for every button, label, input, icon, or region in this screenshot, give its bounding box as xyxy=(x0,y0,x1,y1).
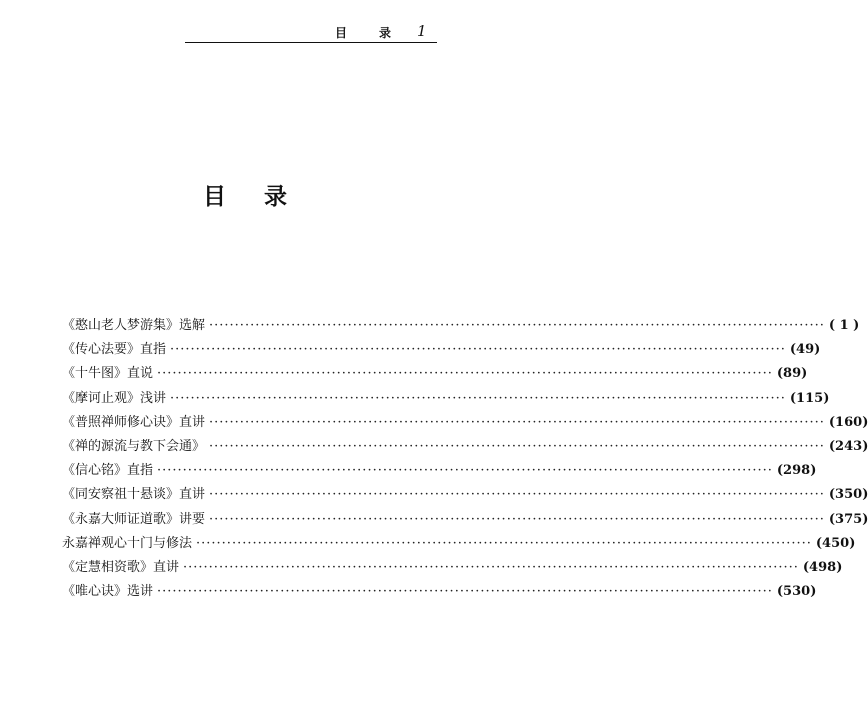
toc-entry-title: 《唯心诀》选讲 xyxy=(62,584,154,600)
toc-dot-leader: ························································································································ xyxy=(157,366,773,382)
toc-dot-leader: ························································································································ xyxy=(183,559,799,575)
toc-page-number: (350) xyxy=(828,487,868,503)
running-head-title-part1: 目 xyxy=(335,26,348,40)
toc-dot-leader: ························································································································ xyxy=(170,342,786,358)
toc-dot-leader: ························································································································ xyxy=(196,535,812,551)
toc-entry[interactable] xyxy=(62,435,868,459)
toc-dot-leader: ························································································································ xyxy=(209,438,825,454)
toc-page-number: (243) xyxy=(828,438,868,454)
toc-page-number: (298) xyxy=(776,463,817,479)
toc-entry[interactable] xyxy=(62,508,868,532)
toc-page-number: (115) xyxy=(789,390,830,406)
page-title xyxy=(0,178,490,211)
toc-page-number: (375) xyxy=(828,511,868,527)
toc-entry-title: 《同安察祖十悬谈》直讲 xyxy=(62,487,206,503)
toc-entry-title: 《摩诃止观》浅讲 xyxy=(62,390,167,406)
toc-page-number: (450) xyxy=(815,535,856,551)
toc-entry[interactable] xyxy=(62,556,843,580)
toc-entry-title: 《定慧相资歌》直讲 xyxy=(62,559,180,575)
toc-dot-leader: ························································································································ xyxy=(157,463,773,479)
toc-entry[interactable] xyxy=(62,532,856,556)
toc-entry[interactable] xyxy=(62,387,830,411)
toc-dot-leader: ························································································································ xyxy=(209,414,825,430)
toc-dot-leader: ························································································································ xyxy=(157,584,773,600)
toc-page-number: (530) xyxy=(776,584,817,600)
toc-entry[interactable] xyxy=(62,483,868,507)
toc-dot-leader: ························································································································ xyxy=(170,390,786,406)
toc-entry[interactable] xyxy=(62,459,817,483)
running-head-rule xyxy=(185,42,437,43)
running-head xyxy=(185,24,437,44)
toc-entry-title: 《永嘉大师证道歌》讲要 xyxy=(62,511,206,527)
toc-entry[interactable] xyxy=(62,314,860,338)
toc-page-number: (160) xyxy=(828,414,868,430)
toc-entry-title: 《普照禅师修心诀》直讲 xyxy=(62,414,206,430)
toc-entry-title: 《信心铭》直指 xyxy=(62,463,154,479)
running-head-title-part2: 录 xyxy=(379,26,392,40)
toc-entry-title: 永嘉禅观心十门与修法 xyxy=(62,535,193,551)
toc-entry-title: 《禅的源流与教下会通》 xyxy=(62,438,206,454)
toc-entry-title: 《憨山老人梦游集》选解 xyxy=(62,318,206,333)
toc-entry-title: 《十牛图》直说 xyxy=(62,366,154,382)
toc-page-number: ( 1 ) xyxy=(828,318,860,333)
toc-entry[interactable] xyxy=(62,338,821,362)
toc-entry[interactable] xyxy=(62,580,817,604)
toc-entry-title: 《传心法要》直指 xyxy=(62,342,167,358)
page-title-part1: 目 xyxy=(203,183,226,210)
toc-page-number: (498) xyxy=(802,559,843,575)
toc-dot-leader: ························································································································ xyxy=(209,511,825,527)
toc-page-number: (89) xyxy=(776,366,808,382)
table-of-contents xyxy=(62,314,868,604)
toc-page-number: (49) xyxy=(789,342,821,358)
toc-dot-leader: ························································································································ xyxy=(209,487,825,503)
page-title-part2: 录 xyxy=(264,183,287,210)
toc-entry[interactable] xyxy=(62,362,808,386)
toc-dot-leader: ························································································································ xyxy=(209,318,825,333)
running-head-page-number: 1 xyxy=(417,22,427,40)
toc-entry[interactable] xyxy=(62,411,868,435)
